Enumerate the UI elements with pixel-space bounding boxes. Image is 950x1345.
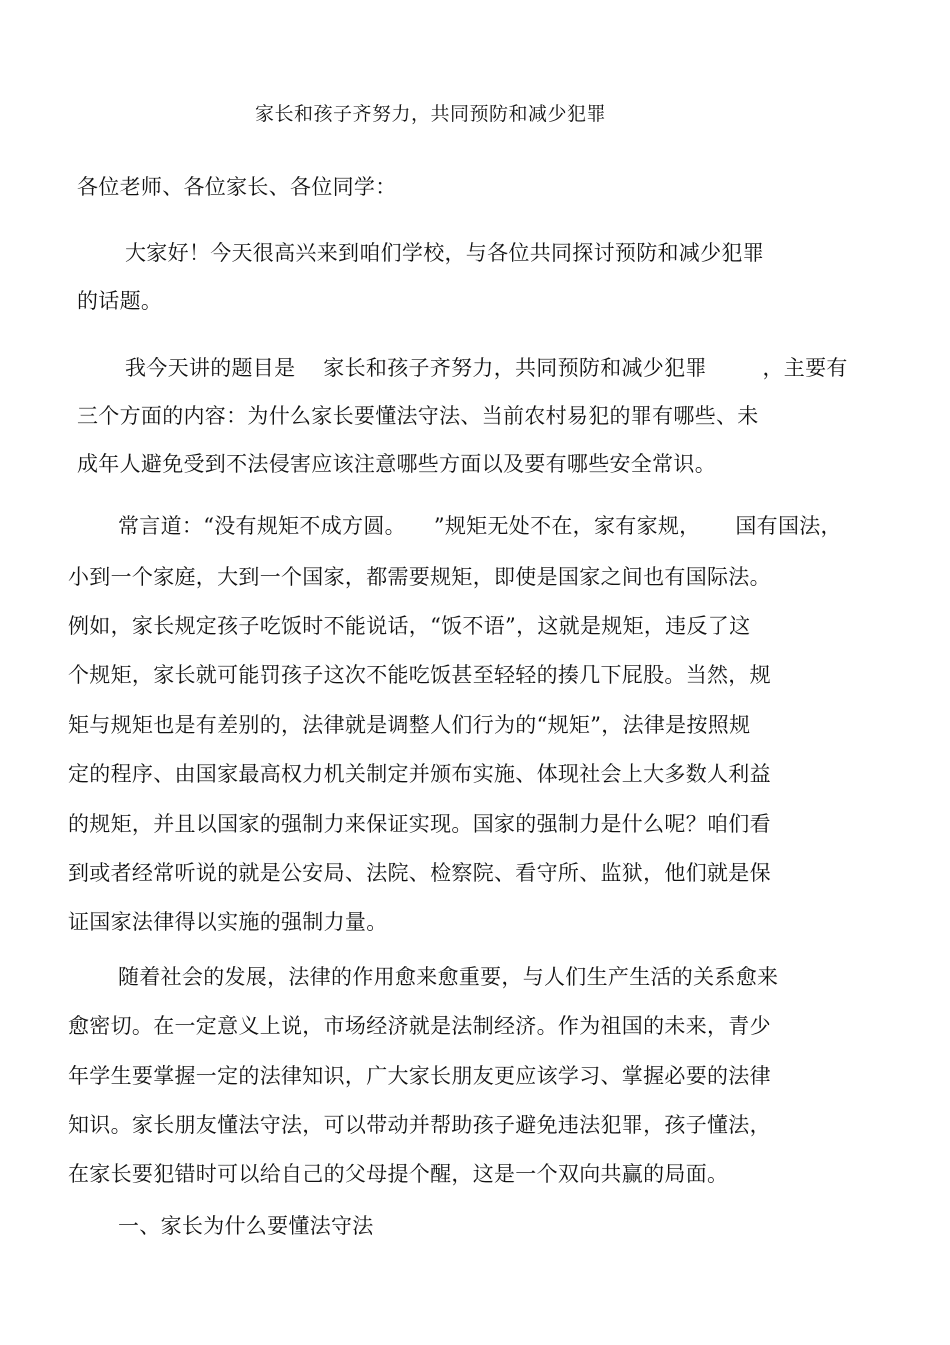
paragraph-line: 的规矩，并且以国家的强制力来保证实现。国家的强制力是什么呢？咱们看 bbox=[68, 812, 771, 836]
section-heading: 一、家长为什么要懂法守法 bbox=[118, 1214, 374, 1238]
paragraph-line: 大家好！今天很高兴来到咱们学校，与各位共同探讨预防和减少犯罪 bbox=[125, 241, 764, 265]
salutation: 各位老师、各位家长、各位同学： bbox=[77, 175, 397, 199]
document-title: 家长和孩子齐努力，共同预防和减少犯罪 bbox=[255, 103, 607, 125]
paragraph-line: 矩与规矩也是有差别的，法律就是调整人们行为的“规矩”，法律是按照规 bbox=[68, 713, 751, 737]
paragraph-line: 成年人避免受到不法侵害应该注意哪些方面以及要有哪些安全常识。 bbox=[77, 452, 716, 476]
paragraph-line: 的话题。 bbox=[77, 289, 163, 313]
paragraph-line: 证国家法律得以实施的强制力量。 bbox=[68, 910, 388, 934]
paragraph-line: 到或者经常听说的就是公安局、法院、检察院、看守所、监狱，他们就是保 bbox=[68, 861, 771, 885]
paragraph-line: 三个方面的内容：为什么家长要懂法守法、当前农村易犯的罪有哪些、未 bbox=[77, 404, 759, 428]
paragraph-line: 定的程序、由国家最高权力机关制定并颁布实施、体现社会上大多数人利益 bbox=[68, 762, 771, 786]
paragraph-line: 知识。家长朋友懂法守法，可以带动并帮助孩子避免违法犯罪，孩子懂法， bbox=[68, 1113, 771, 1137]
paragraph-line: 个规矩，家长就可能罚孩子这次不能吃饭甚至轻轻的揍几下屁股。当然，规 bbox=[68, 663, 771, 687]
paragraph-line: 我今天讲的题目是 家长和孩子齐努力，共同预防和减少犯罪 ，主要有 bbox=[125, 356, 848, 380]
paragraph-line: 常言道：“没有规矩不成方圆。 ”规矩无处不在，家有家规， 国有国法， bbox=[118, 514, 842, 538]
paragraph-line: 例如，家长规定孩子吃饭时不能说话，“饭不语”，这就是规矩，违反了这 bbox=[68, 614, 751, 638]
paragraph-line: 年学生要掌握一定的法律知识，广大家长朋友更应该学习、掌握必要的法律 bbox=[68, 1064, 771, 1088]
paragraph-line: 小到一个家庭，大到一个国家，都需要规矩，即使是国家之间也有国际法。 bbox=[68, 565, 771, 589]
paragraph-line: 随着社会的发展，法律的作用愈来愈重要，与人们生产生活的关系愈来 bbox=[118, 965, 779, 989]
paragraph-line: 在家长要犯错时可以给自己的父母提个醒，这是一个双向共赢的局面。 bbox=[68, 1162, 729, 1186]
paragraph-line: 愈密切。在一定意义上说，市场经济就是法制经济。作为祖国的未来，青少 bbox=[68, 1014, 771, 1038]
